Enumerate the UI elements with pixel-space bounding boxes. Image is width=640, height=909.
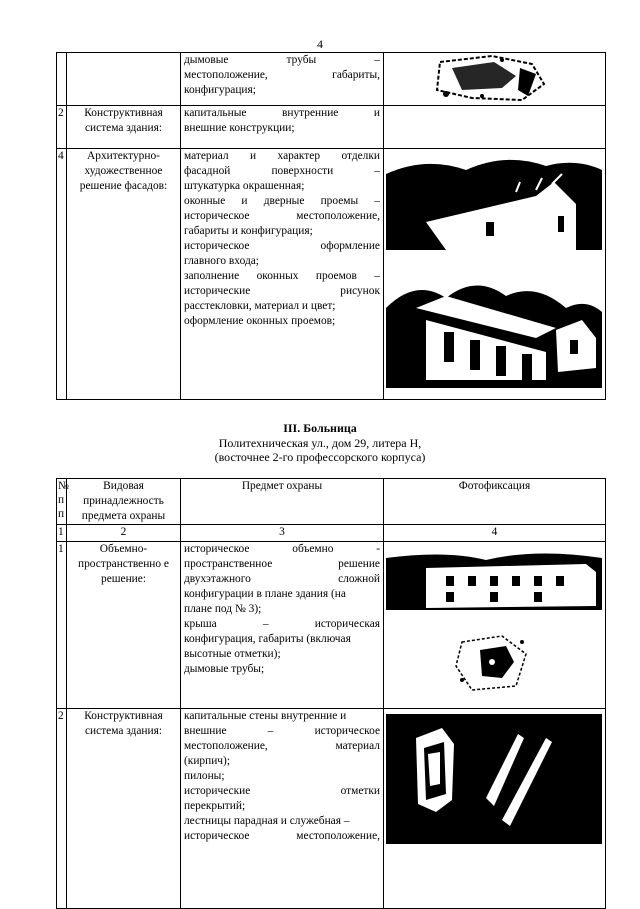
text-line: материал и характер отделки (184, 150, 380, 162)
index-cell: 3 (181, 525, 384, 542)
text-line: дымовые трубы – (184, 54, 380, 66)
protection-type-cell: Конструктивная система здания: (67, 709, 181, 909)
text-line: главного входа; (184, 255, 259, 267)
header-type: Видовая принадлежность предмета охраны (67, 479, 181, 525)
index-cell: 2 (67, 525, 181, 542)
text-line: местоположение, материал (184, 740, 380, 752)
text-line: внешние – историческое (184, 725, 380, 737)
site-plan (452, 632, 536, 694)
text-line: исторические рисунок (184, 285, 380, 297)
row-number: 4 (57, 149, 67, 400)
index-cell: 4 (384, 525, 606, 542)
index-cell: 1 (57, 525, 67, 542)
text-line: габариты и конфигурация; (184, 225, 313, 237)
text-line: фасадной поверхности – (184, 165, 380, 177)
text-line: расстекловки, материал и цвет; (184, 300, 336, 312)
text-line: капитальные внутренние и (184, 107, 380, 119)
section-address: Политехническая ул., дом 29, литера Н, (218, 436, 422, 450)
row-number: 2 (57, 709, 67, 909)
text-line: оконные и дверные проемы – (184, 195, 380, 207)
text-line: лестницы парадная и служебная – (184, 815, 350, 827)
page-number: 4 (317, 37, 323, 51)
text-line: исторические отметки (184, 785, 380, 797)
text-line: конфигурация; (184, 84, 256, 96)
table-header-row (57, 479, 606, 525)
photo-cell (384, 106, 606, 149)
protection-type-cell (67, 53, 181, 106)
hospital-photo (386, 546, 602, 621)
text-line: плане под № 3); (184, 603, 262, 615)
text-line: историческое местоположение, (184, 210, 380, 222)
text-line: дымовые трубы; (184, 663, 265, 675)
section-title: III. Больница (283, 421, 357, 435)
facade-photo-1 (386, 152, 602, 257)
text-line: штукатурка окрашенная; (184, 180, 305, 192)
section-note: (восточнее 2-го профессорского корпуса) (214, 450, 426, 464)
protection-subject-cell (181, 709, 384, 909)
text-line: высотные отметки); (184, 648, 281, 660)
protection-subject-cell (181, 149, 384, 400)
protection-subject-cell (181, 106, 384, 149)
row-number: 2 (57, 106, 67, 149)
text-line: капитальные стены внутренние и (184, 710, 347, 722)
text-line: двухэтажного сложной (184, 573, 380, 585)
text-line: местоположение, габариты, (184, 69, 380, 81)
stamp-photo (432, 54, 552, 104)
interior-photo (386, 714, 602, 844)
text-line: перекрытий; (184, 800, 246, 812)
text-line: пространственное решение (184, 558, 380, 570)
text-line: историческое местоположение, (184, 830, 380, 842)
header-photo: Фотофиксация (384, 479, 606, 525)
protection-type-cell: Конструктивная система здания: (67, 106, 181, 149)
protection-type-cell: Объемно-пространственно е решение: (67, 542, 181, 709)
row-number (57, 53, 67, 106)
text-line: заполнение оконных проемов – (184, 270, 380, 282)
text-line: пилоны; (184, 770, 225, 782)
protection-subject-cell (181, 542, 384, 709)
header-subject: Предмет охраны (181, 479, 384, 525)
protection-subject-cell (181, 53, 384, 106)
text-line: оформление оконных проемов; (184, 315, 336, 327)
text-line: (кирпич); (184, 755, 230, 767)
header-number: № п п (57, 479, 67, 525)
text-line: конфигурации в плане здания (на (184, 588, 346, 600)
text-line: конфигурация, габариты (включая (184, 633, 351, 645)
text-line: внешние конструкции; (184, 122, 295, 134)
text-line: историческое оформление (184, 240, 380, 252)
table-row (57, 106, 606, 149)
text-line: крыша – историческая (184, 618, 380, 630)
index-row (57, 525, 606, 542)
protection-type-cell: Архитектурно-художественное решение фасадов: (67, 149, 181, 400)
row-number: 1 (57, 542, 67, 709)
text-line: историческое объемно - (184, 543, 380, 555)
facade-photo-2 (386, 268, 602, 388)
